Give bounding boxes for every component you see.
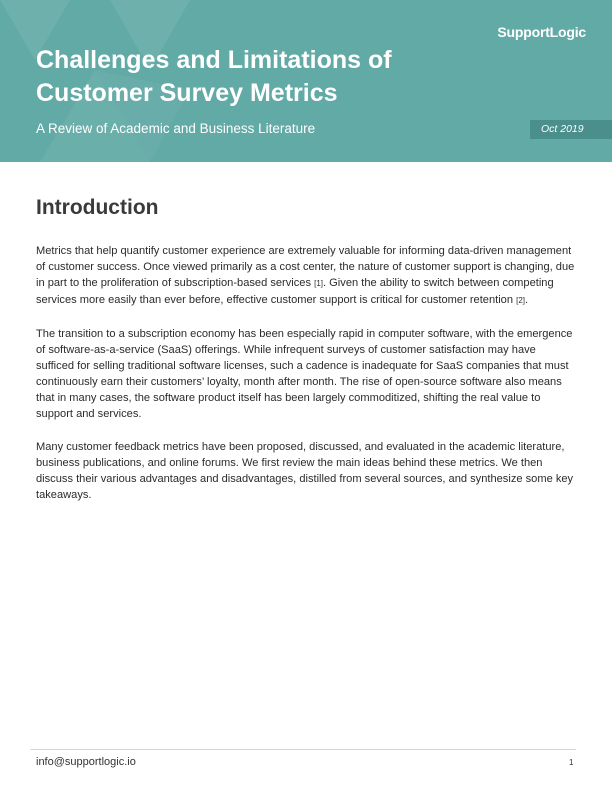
section-heading: Introduction <box>36 196 159 219</box>
document-subtitle: A Review of Academic and Business Literature <box>36 121 316 136</box>
document-title <box>36 44 456 110</box>
footer-divider <box>30 749 576 750</box>
paragraph-1-text-a: Metrics that help quantify customer experience are extremely valuable for informing data-driven management of customer success. Once viewed primarily as a cost center, the nature of customer support is changing, due in part to the proliferation of subscription-based services <box>36 245 575 289</box>
paragraph-3: Many customer feedback metrics have been proposed, discussed, and evaluated in the academic literature, business publications, and online forums. We first review the main ideas behind these metrics. We then discuss their various advantages and disadvantages, distilled from several sources, and synthesize some key takeaways. <box>36 441 574 501</box>
citation-ref-2: [2] <box>516 296 526 305</box>
footer-email: info@supportlogic.io <box>36 756 136 768</box>
body-text <box>36 243 576 520</box>
brand-logo: SupportLogic <box>497 24 586 40</box>
document-date: Oct 2019 <box>541 123 584 135</box>
paragraph-1-text-b: . Given the ability to switch between competing services more easily than ever before, effective customer support is critical for customer retention <box>36 277 554 306</box>
title-line-2: Customer Survey Metrics <box>36 79 338 107</box>
paragraph-1 <box>36 243 576 309</box>
paragraph-2: The transition to a subscription economy has been especially rapid in computer software, with the emergence of software-as-a-service (SaaS) offerings. While infrequent surveys of customer satisfaction may have sufficed for selling traditional software licenses, such a cadence is inadequate for SaaS companies that must continuously earn their customers’ loyalty, month after month. The rise of open-source software also means that in many cases, the software product itself has been largely commoditized, shifting the real value to support and services. <box>36 328 573 420</box>
header-banner <box>0 0 612 162</box>
paragraph-1-text-c: . <box>525 294 529 306</box>
page-number: 1 <box>569 758 574 767</box>
citation-ref-1: [1] <box>314 279 324 288</box>
title-line-1: Challenges and Limitations of <box>36 46 392 74</box>
